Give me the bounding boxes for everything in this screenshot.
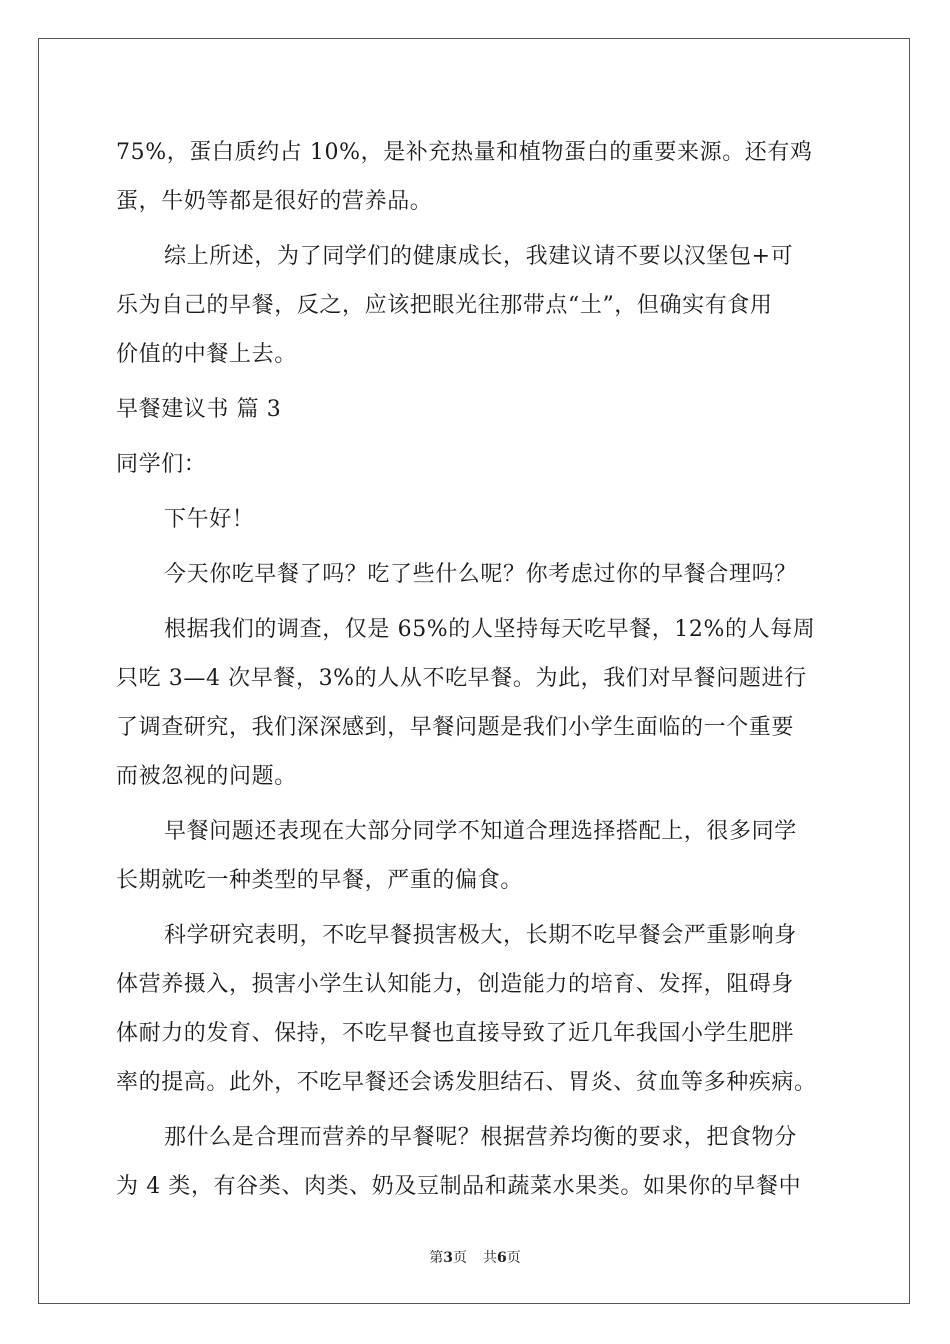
paragraph: [116, 911, 840, 1107]
text-line: 体耐力的发育、保持，不吃早餐也直接导致了近几年我国小学生肥胖: [116, 1021, 795, 1046]
footer-total-pages: 6: [497, 1250, 507, 1266]
text-line: 根据我们的调查，仅是 65%的人坚持每天吃早餐，12%的人每周: [164, 617, 816, 642]
paragraph: [116, 605, 840, 801]
paragraph: [116, 385, 840, 434]
paragraph: [116, 440, 840, 489]
footer-page-number: 3: [443, 1250, 453, 1266]
text-line: 科学研究表明，不吃早餐损害极大，长期不吃早餐会严重影响身: [164, 923, 797, 948]
paragraph: [116, 495, 840, 544]
footer-page-prefix: 第: [429, 1250, 444, 1266]
text-line: 早餐问题还表现在大部分同学不知道合理选择搭配上，很多同学: [164, 819, 797, 844]
paragraph: [116, 807, 840, 905]
footer-total-prefix: 共: [483, 1250, 497, 1266]
text-line: 而被忽视的问题。: [116, 764, 297, 789]
footer-page-suffix: 页: [453, 1250, 467, 1266]
text-line: 为 4 类，有谷类、肉类、奶及豆制品和蔬菜水果类。如果你的早餐中: [116, 1174, 802, 1199]
text-line: 体营养摄入，损害小学生认知能力，创造能力的培育、发挥，阻碍身: [116, 972, 795, 997]
document-body: [116, 128, 840, 1211]
text-line: 长期就吃一种类型的早餐，严重的偏食。: [116, 868, 523, 893]
text-line: 只吃 3—4 次早餐，3%的人从不吃早餐。为此，我们对早餐问题进行: [116, 666, 807, 691]
text-line: 率的提高。此外，不吃早餐还会诱发胆结石、胃炎、贫血等多种疾病。: [116, 1070, 817, 1095]
paragraph: [116, 550, 840, 599]
text-line: 那什么是合理而营养的早餐呢？根据营养均衡的要求，把食物分: [164, 1125, 797, 1150]
text-line: 乐为自己的早餐，反之，应该把眼光往那带点“土”，但确实有食用: [116, 293, 773, 318]
paragraph: [116, 232, 840, 379]
text-line: 蛋，牛奶等都是很好的营养品。: [116, 189, 433, 214]
text-line: 价值的中餐上去。: [116, 342, 297, 367]
paragraph: [116, 128, 840, 226]
text-line: 了调查研究，我们深深感到，早餐问题是我们小学生面临的一个重要: [116, 715, 795, 740]
text-line: 综上所述，为了同学们的健康成长，我建议请不要以汉堡包+可: [164, 244, 794, 269]
text-line: 同学们：: [116, 452, 207, 477]
paragraph: [116, 1113, 840, 1211]
text-line: 早餐建议书 篇 3: [116, 397, 282, 422]
text-line: 75%，蛋白质约占 10%，是补充热量和植物蛋白的重要来源。还有鸡: [116, 140, 813, 165]
footer-total-suffix: 页: [506, 1250, 521, 1266]
text-line: 下午好！: [164, 507, 255, 532]
text-line: 今天你吃早餐了吗？吃了些什么呢？你考虑过你的早餐合理吗？: [164, 562, 797, 587]
page-footer: [0, 1248, 950, 1268]
